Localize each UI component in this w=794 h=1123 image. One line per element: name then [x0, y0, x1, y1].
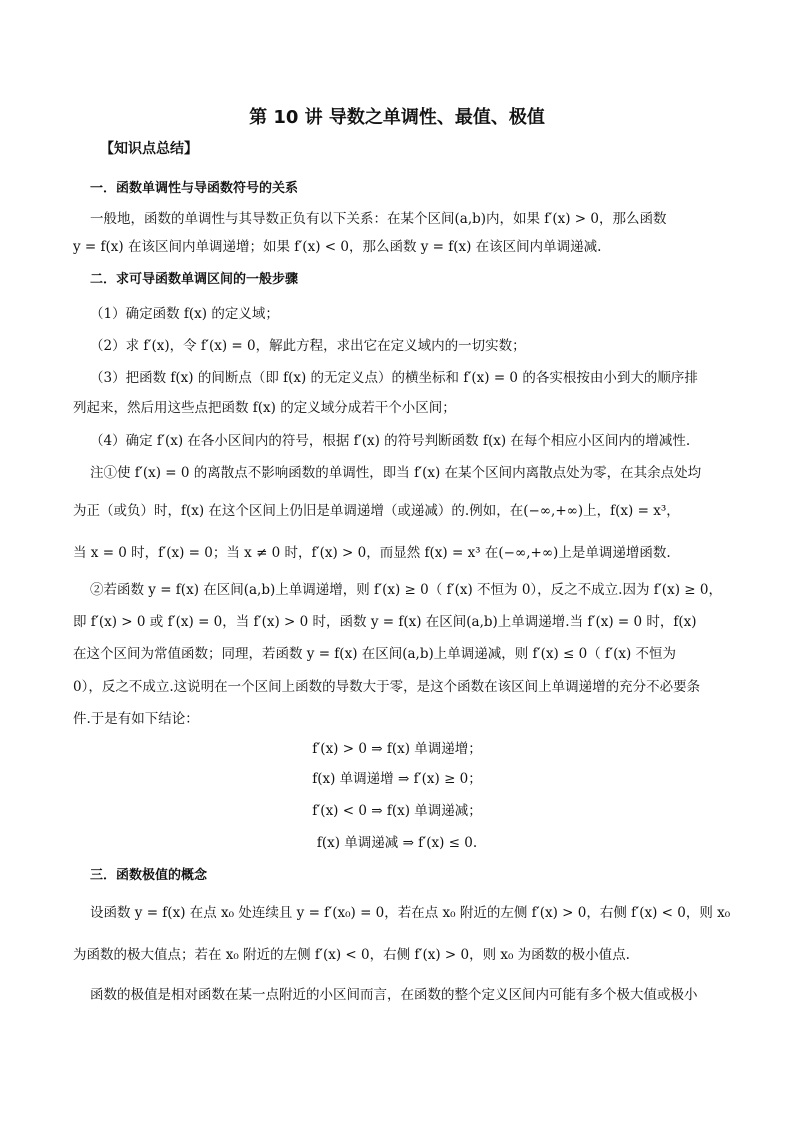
paragraph-line: 0），反之不成立.这说明在一个区间上函数的导数大于零，是这个函数在该区间上单调递增的充分不必要条 — [73, 679, 701, 695]
paragraph-line: 为正（或负）时，f(x) 在这个区间上仍旧是单调递增（或递减）的.例如，在(−∞,+∞)上，f(x) = x³， — [73, 503, 680, 519]
paragraph-line: 函数的极值是相对函数在某一点附近的小区间而言，在函数的整个定义区间内可能有多个极大值或极小 — [90, 987, 698, 1003]
conclusion-formula: f(x) 单调递增 ⇒ f′(x) ≥ 0； — [312, 771, 482, 787]
paragraph-line: 在这个区间为常值函数；同理，若函数 y = f(x) 在区间(a,b)上单调递减，则 f′(x) ≤ 0（ f′(x) 不恒为 — [73, 646, 677, 662]
knowledge-heading: 【知识点总结】 — [100, 141, 198, 157]
paragraph-line: 件.于是有如下结论： — [73, 711, 199, 727]
section-heading-1: 一．函数单调性与导函数符号的关系 — [90, 181, 299, 196]
page-title: 第 10 讲 导数之单调性、最值、极值 — [249, 107, 545, 128]
paragraph-line: 为函数的极大值点；若在 x₀ 附近的左侧 f′(x) < 0，右侧 f′(x) > 0，则 x₀ 为函数的极小值点. — [73, 947, 630, 963]
conclusion-formula: f′(x) < 0 ⇒ f(x) 单调递减； — [312, 803, 482, 819]
paragraph-line: ②若函数 y = f(x) 在区间(a,b)上单调递增，则 f′(x) ≥ 0（ f′(x) 不恒为 0），反之不成立.因为 f′(x) ≥ 0， — [90, 582, 722, 598]
conclusion-formula: f(x) 单调递减 ⇒ f′(x) ≤ 0. — [316, 835, 478, 851]
paragraph-line: 即 f′(x) > 0 或 f′(x) = 0，当 f′(x) > 0 时，函数 y = f(x) 在区间(a,b)上单调递增.当 f′(x) = 0 时，f(x) — [73, 614, 697, 630]
paragraph-line: 列起来，然后用这些点把函数 f(x) 的定义域分成若干个小区间； — [73, 400, 456, 416]
paragraph-line: （4）确定 f′(x) 在各小区间内的符号，根据 f′(x) 的符号判断函数 f(x) 在每个相应小区间内的增减性. — [90, 433, 691, 449]
paragraph-line: 一般地，函数的单调性与其导数正负有以下关系：在某个区间(a,b)内，如果 f′(x) > 0，那么函数 — [90, 211, 667, 227]
conclusion-formula: f′(x) > 0 ⇒ f(x) 单调递增； — [312, 741, 482, 757]
paragraph-line: （2）求 f′(x)，令 f′(x) = 0，解此方程，求出它在定义域内的一切实数； — [90, 338, 526, 354]
paragraph-line: （3）把函数 f(x) 的间断点（即 f(x) 的无定义点）的横坐标和 f′(x) = 0 的各实根按由小到大的顺序排 — [90, 370, 698, 386]
paragraph-line: 当 x = 0 时，f′(x) = 0；当 x ≠ 0 时，f′(x) > 0，而显然 f(x) = x³ 在(−∞,+∞)上是单调递增函数. — [73, 545, 671, 561]
section-heading-2: 二．求可导函数单调区间的一般步骤 — [90, 272, 299, 287]
paragraph-line: y = f(x) 在该区间内单调递增；如果 f′(x) < 0，那么函数 y = f(x) 在该区间内单调递减. — [73, 239, 602, 255]
paragraph-line: 注①使 f′(x) = 0 的离散点不影响函数的单调性，即当 f′(x) 在某个区间内离散点处为零，在其余点处均 — [90, 465, 702, 481]
section-heading-3: 三．函数极值的概念 — [90, 868, 208, 883]
paragraph-line: （1）确定函数 f(x) 的定义域； — [90, 306, 279, 322]
paragraph-line: 设函数 y = f(x) 在点 x₀ 处连续且 y = f′(x₀) = 0，若在点 x₀ 附近的左侧 f′(x) > 0，右侧 f′(x) < 0，则 x₀ — [90, 905, 731, 921]
